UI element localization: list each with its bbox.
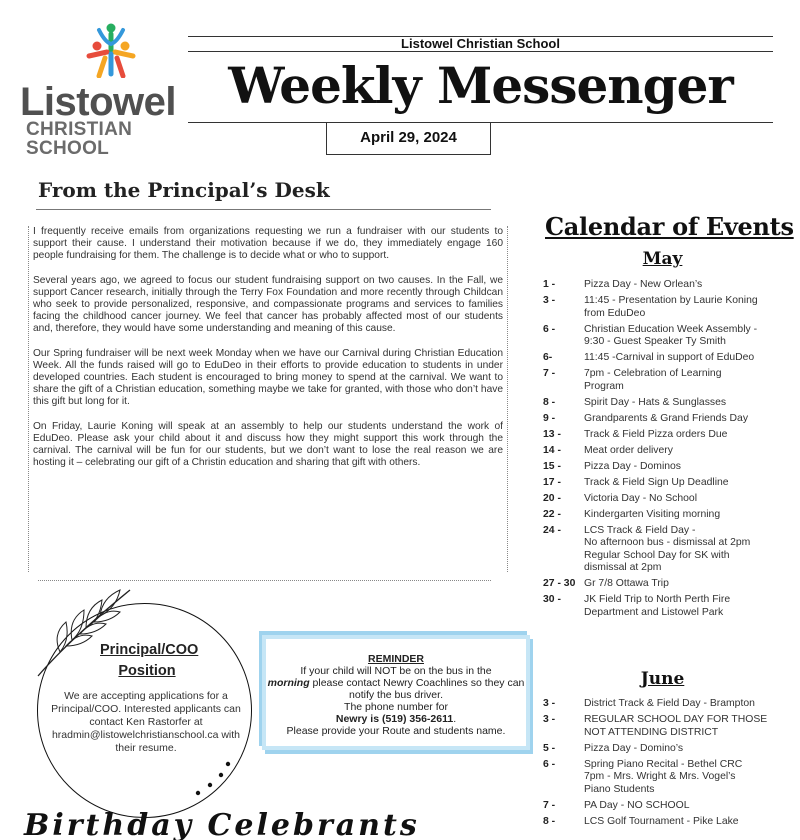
may-event-list [543,279,793,623]
calendar-event [543,461,793,474]
event-description: LCS Golf Tournament - Pike Lake [584,815,739,827]
event-description: REGULAR SCHOOL DAY FOR THOSE [584,714,768,725]
calendar-event [543,397,793,410]
reminder-phone: Newry is (519) 356-2611. [335,713,457,725]
event-date: 6 - [543,323,556,335]
reminder-line: Please provide your Route and students name. [286,725,506,737]
event-description: LCS Track & Field Day - [584,524,696,536]
letter-paragraph: Our Spring fundraiser will be next week Monday when we have our Carnival during Christian Education Week. All the funds raised will go to EduDeo in their efforts to provide education to students in under developed countries. Each student is encouraged to bring money to spend at the carnival. We want to share the gift of a Christian education, something maybe we take for granted, with those who don’t have this gift but long for it. [33,347,503,408]
event-date: 17 - [543,476,561,488]
calendar-event [543,413,793,426]
event-description: Track & Field Sign Up Deadline [584,476,729,488]
calendar-event [543,743,793,756]
event-description: Pizza Day - Dominos [584,460,682,472]
event-description: Victoria Day - No School [584,492,697,504]
event-date: 20 - [543,492,561,504]
letter-paragraph: Several years ago, we agreed to focus our student fundraising support on two causes. In the Fall, we support Cancer research, initially through the Terry Fox Foundation and more recently through Childcan who seek to provide personalized, responsive, and compassionate programs and services to families facing the childhood cancer journey. We feel that cancer has probably affected most of our students and, therefore, they would have some understanding and meaning of this cause. [33,274,503,335]
event-date: 9 - [543,412,556,424]
calendar-event [543,429,793,442]
event-date: 3 - [543,295,556,306]
calendar-event [543,759,793,797]
event-description: 11:45 - Presentation by Laurie Koning [584,295,758,306]
event-date: 14 - [543,444,561,456]
event-description: Piano Students [584,783,655,795]
event-date: 13 - [543,428,561,440]
event-date: 5 - [543,742,556,754]
school-logo [20,20,195,159]
event-description: Grandparents & Grand Friends Day [584,412,749,424]
reminder-emphasis: morning [267,677,310,689]
event-description: Spring Piano Recital - Bethel CRC [584,758,743,770]
calendar-event [543,368,793,393]
principal-letter [28,226,508,572]
event-date: 3 - [543,714,556,725]
event-description: Department and Listowel Park [584,606,724,618]
logo-subtitle: CHRISTIAN SCHOOL [26,119,133,159]
event-description: PA Day - NO SCHOOL [584,799,690,811]
event-description: Track & Field Pizza orders Due [584,428,728,440]
event-date: 15 - [543,460,561,472]
calendar-event [543,594,793,619]
event-description: NOT ATTENDING DISTRICT [584,726,719,738]
event-description: Kindergarten Visiting morning [584,508,721,520]
principal-section-heading: From the Principal’s Desk [38,178,330,202]
month-heading-june: June [640,669,685,689]
event-description: 7pm - Mrs. Wright & Mrs. Vogel’s [584,771,736,782]
event-date: 7 - [543,368,556,379]
reminder-line: If your child will NOT be on the bus in the [300,665,492,677]
event-description: Christian Education Week Assembly - [584,323,758,335]
event-date: 6 - [543,758,556,770]
event-description: from EduDeo [584,307,646,319]
june-event-list [543,698,793,832]
event-date: 8 - [543,396,556,408]
calendar-title: Calendar of Events [545,212,794,241]
event-description: Meat order delivery [584,444,673,456]
calendar-event [543,445,793,458]
event-description: Pizza Day - Domino’s [584,742,684,754]
calendar-event [543,698,793,711]
logo-name: Listowel [20,80,177,124]
letter-paragraph: I frequently receive emails from organizations requesting we run a fundraiser with our students to support their cause. I understand their motivation because if we do, they immediately engage 160 people fundraising for them. The challenge is to decide what or who to support. [33,226,503,262]
calendar-event [543,352,793,365]
calendar-event [543,279,793,292]
event-date: 8 - [543,815,556,827]
event-description: Program [584,380,624,392]
reminder-title: REMINDER [367,653,424,665]
event-date: 24 - [543,524,561,536]
letter-paragraph: On Friday, Laurie Koning will speak at an assembly to help our students understand the work of EduDeo. Please ask your child about it and discuss how they might support this work through the carnival. The carnival will be fun for our students, but we don’t want to lose the real reason we are hosting it – celebrating our gift of a Christin education and sharing that gift with others. [33,420,503,469]
logo-figures-icon [85,22,137,78]
event-date: 30 - [543,594,561,605]
letter-bottom-rule [38,580,491,581]
position-title: Principal/COO Position [100,642,199,679]
event-date: 27 - 30 [543,578,576,589]
school-name: Listowel Christian School [188,36,773,52]
calendar-event [543,816,793,829]
newsletter-title: Weekly Messenger [228,56,733,115]
event-date: 6- [543,352,553,363]
event-description: District Track & Field Day - Brampton [584,698,755,709]
section-divider [36,209,491,210]
calendar-event [543,324,793,349]
position-description: We are accepting applications for a Principal/COO. Interested applicants can contact Ken Rastorfer at hradmin@listowelchristianschool.ca with their resume. [51,690,241,754]
event-description: Pizza Day - New Orlean’s [584,279,703,290]
event-description: 11:45 -Carnival in support of EduDeo [584,352,755,363]
bus-reminder-box [262,635,530,750]
event-description: No afternoon bus - dismissal at 2pm [584,537,751,548]
event-description: dismissal at 2pm [584,562,662,573]
event-date: 22 - [543,508,561,520]
event-description: 9:30 - Guest Speaker Ty Smith [584,336,726,347]
issue-date: April 29, 2024 [326,122,491,155]
reminder-text: please contact Newry Coachlines so they can notify the bus driver. [309,677,525,701]
calendar-event [543,477,793,490]
event-description: 7pm - Celebration of Learning [584,368,722,379]
event-description: Spirit Day - Hats & Sunglasses [584,396,727,408]
event-date: 1 - [543,279,556,290]
reminder-line [266,677,526,701]
calendar-event [543,525,793,575]
birthday-heading: Birthday Celebrants [24,808,420,840]
event-description: Regular School Day for SK with [584,549,730,561]
event-description: Gr 7/8 Ottawa Trip [584,578,669,589]
calendar-event [543,714,793,739]
calendar-event [543,295,793,320]
reminder-line: The phone number for [344,701,448,713]
event-date: 3 - [543,698,556,709]
calendar-event [543,509,793,522]
decorative-dots-icon [188,760,233,800]
month-heading-may: May [642,249,683,269]
event-description: JK Field Trip to North Perth Fire [584,594,731,605]
calendar-event [543,493,793,506]
event-date: 7 - [543,799,556,811]
calendar-event [543,578,793,591]
calendar-event [543,800,793,813]
